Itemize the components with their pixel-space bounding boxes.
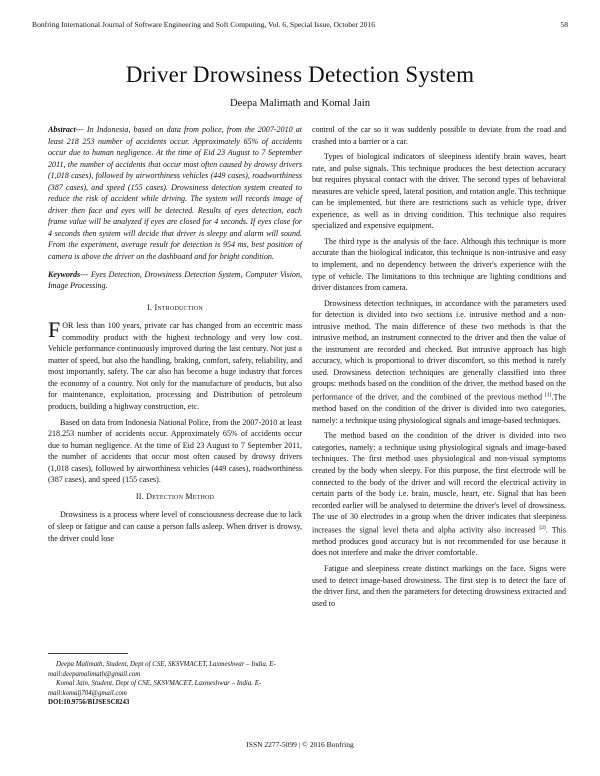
author-footnote xyxy=(48,653,302,708)
section-heading-introduction: I. Introduction xyxy=(147,302,203,312)
abstract-label: Abstract--- xyxy=(48,125,84,134)
right-paragraph-4b: . This method produces good accuracy but is not recommended for use because it does not interfere and make the driver comfortable. xyxy=(312,525,567,558)
drop-cap: F xyxy=(48,317,61,343)
right-paragraph-2: The third type is the analysis of the face. Although this technique is more accurate than the biological indicator, this technique is non-intrusive and easy to implement, and no dependency between the driver's experience with the type of vehicle. The limitations to this technique are lighting conditions and driver distances from camera. xyxy=(312,236,566,293)
footnote-rule xyxy=(48,653,128,654)
section-heading-detection-method: II. Detection Method xyxy=(135,491,215,501)
detection-paragraph-1: Drowsiness is a process where level of consciousness decrease due to lack of sleep or fatigue and can cause a person falls asleep. When driver is drowsy, the driver could lose xyxy=(48,510,302,543)
intro-paragraph-1-text: OR less than 100 years, private car has changed from an eccentric mass commodity product with the highest technology and very low cost. Vehicle performance continuously improved during the last century. Not just a matter of speed, but also the handling, braking, comfort, safety, reliability, and most importantly, safety. The car also has become a huge industry that forces the economy of a country. Not only for the manufacture of products, but also for maintenance, exploitation, processing and Distribution of petroleum products, building a highway construction, etc. xyxy=(48,321,302,412)
doi: DOI:10.9756/BIJSESC8243 xyxy=(48,699,130,706)
paper-title: Driver Drowsiness Detection System xyxy=(125,62,475,87)
page-number: 58 xyxy=(560,20,568,29)
keywords-label: Keywords--- xyxy=(48,269,89,279)
intro-paragraph-1 xyxy=(48,317,302,412)
keywords-text: Eyes Detection, Drowsiness Detection System, Computer Vision, Image Processing. xyxy=(48,269,302,291)
keywords xyxy=(48,269,302,292)
right-paragraph-4a: The method based on the condition of the driver is divided into two categories, namely: a technique using physiological signals and image-based techniques. The first method uses physiological and non-visual symptoms created by the body when sleepy. For this purpose, the first electrode will be connected to the body of the driver and will record the electrical activity in certain parts of the body i.e. brain, muscle, heart, etc. Signal that has been recorded earlier will be analysed to determine the driver's level of drowsiness. The use of 30 electrodes in a group when the driver indicates that sleepiness increases the signal level theta and alpha activity also increased xyxy=(312,431,566,535)
right-paragraph-3a: Drowsiness detection techniques, in accordance with the parameters used for detection is divided into two sections i.e. intrusive method and a non-intrusive method. The main difference of these two methods is that the intrusive method, an instrument connected to the driver and then the value of the instrument are recorded and checked. But intrusive approach has high accuracy, which is proportional to driver discomfort, so this method is rarely used. Drowsiness detection techniques are generally classified into three groups: methods based on the condition of the driver, the method based on the performance of the driver, and the combined of the previous method xyxy=(312,298,566,402)
left-column xyxy=(48,124,302,548)
running-head xyxy=(32,20,568,29)
right-paragraph-5: Fatigue and sleepiness create distinct markings on the face. Signs were used to detect image-based drowsiness. The first step is to detect the face of the driver first, and then the parameters for detecting drowsiness extracted and used to xyxy=(312,564,566,608)
right-column xyxy=(312,124,566,613)
footnote-author-1: Deepa Malimath, Student, Dept of CSE, SKSVMACET, Laxmeshwar – India. E-mail:deepamalimath@gmail.com xyxy=(48,661,276,678)
abstract xyxy=(48,124,302,263)
right-paragraph-1: Types of biological indicators of sleepiness identify brain waves, heart rate, and pulse signals. This technique produces the best detection accuracy but requires physical contact with the driver. The second types of behavioral measures are vehicle speed, lateral position, and rotation angle. This technique can be implemented, but there are restrictions such as vehicle type, driver experience, as well as in driving condition. This technique also requires specialized and expensive equipment. xyxy=(312,152,566,231)
paper-authors: Deepa Malimath and Komal Jain xyxy=(229,98,371,109)
intro-paragraph-2: Based on data from Indonesia National Police, from the 2007-2010 at least 218.253 number of accidents occur. Approximately 65% of accidents occur due to human negligence. At the time of Eid 23 August to 7 September 2011, the number of accidents that occur most often caused by drowsy drivers (1,018 cases), followed by airworthiness vehicles (449 cases), roadworthiness (387 cases), and speed (155 cases). xyxy=(48,417,302,485)
abstract-text: In Indonesia, based on data from police, from the 2007-2010 at least 218 253 number of accidents occur. Approximately 65% of accidents occur due to human negligence. At the time of Eid 23 August to 7 September 2011, the number of accidents that occur most often caused by drowsy drivers (1,018 cases), followed by airworthiness vehicles (449 cases), roadworthiness (387 cases), and speed (155 cases). Drowsiness detection system created to reduce the risk of accident while driving. The system will records image of driver then face and eyes will be detected. Results of eyes detection, each frame value will be analyzed if eyes are closed for 4 seconds. If eyes close for 4 seconds then system will decide that driver is sleepy and alarm will sound. From the experiment, average result for detection is 954 ms, best position of camera is above the driver on the dashboard and for bright condition. xyxy=(48,125,303,262)
right-paragraph-0: control of the car so it was suddenly possible to deviate from the road and crashed into a barrier or a car. xyxy=(312,125,566,146)
right-paragraph-3 xyxy=(312,298,566,427)
right-paragraph-4 xyxy=(312,430,566,559)
citation-1: [1] xyxy=(545,392,552,399)
journal-name: Bonfring International Journal of Software Engineering and Soft Computing, Vol. 6, Special Issue, October 2016 xyxy=(32,20,376,29)
footnote-author-2: Komal Jain, Student, Dept of CSE, SKSVMACET, Laxmeshwar – India. E-mail:komalj704@gmail.com xyxy=(48,680,262,697)
citation-2: [2] xyxy=(539,524,546,531)
right-paragraph-3b: .The method based on the condition of the driver is divided into two categories, namely: a technique using physiological signals and image-based techniques. xyxy=(312,392,566,425)
page-footer: ISSN 2277-5099 | © 2016 Bonfring xyxy=(246,740,354,749)
